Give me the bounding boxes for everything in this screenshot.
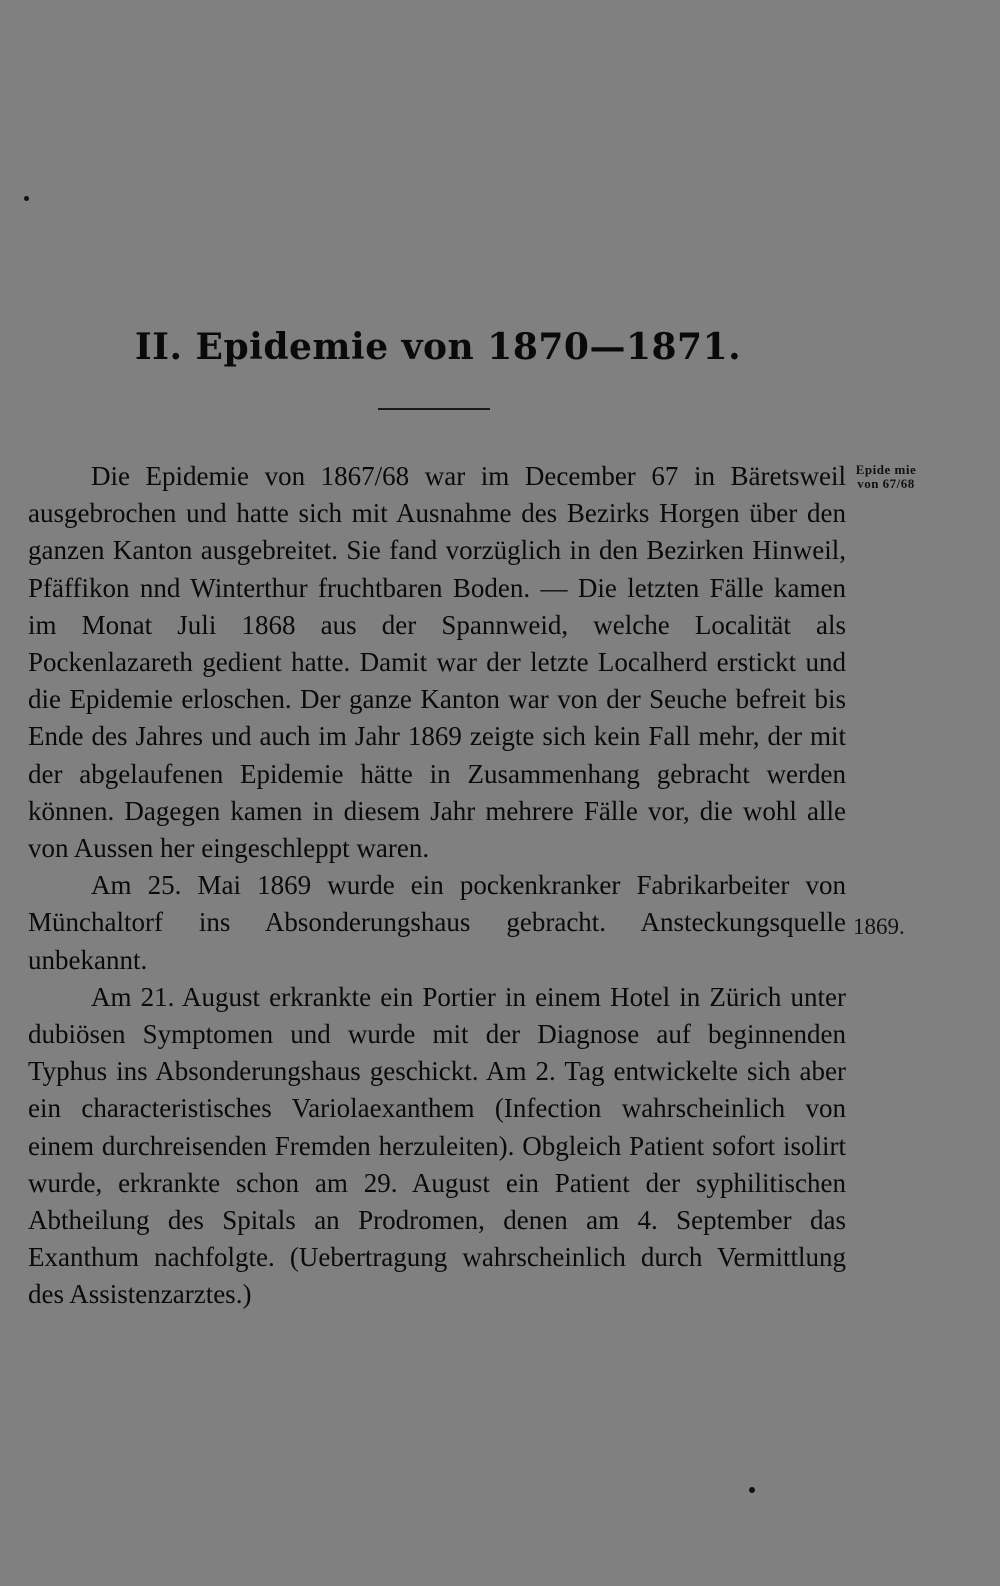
body-text xyxy=(28,458,846,1314)
margin-note-year: 1869. xyxy=(853,914,905,939)
section-title: II. Epidemie von 1870—1871. xyxy=(134,326,742,368)
ink-speck xyxy=(749,1487,755,1493)
paragraph: Am 21. August erkrankte ein Portier in einem Hotel in Zürich unter dubiösen Symptomen und wurde mit der Diagnose auf beginnenden Typhus ins Absonderungshaus geschickt. Am 2. Tag entwickelte sich aber ein characteristisches Variolaexanthem (Infection wahrscheinlich von einem durchreisenden Fremden herzuleiten). Obgleich Patient sofort isolirt wurde, erkrankte schon am 29. August ein Patient der syphilitischen Abtheilung des Spitals an Prodromen, denen am 4. September das Exanthum nachfolgte. (Uebertragung wahrscheinlich durch Vermittlung des Assistenzarztes.) xyxy=(28,981,846,1310)
ink-speck xyxy=(24,196,29,201)
paragraph: Am 25. Mai 1869 wurde ein pockenkranker Fabrikarbeiter von Münchaltorf ins Absonderungshaus gebracht. Ansteckungsquelle unbekannt. xyxy=(28,870,846,975)
margin-note-line: von 67/68 xyxy=(857,476,915,491)
margin-note-epidemic xyxy=(849,463,923,491)
paragraph: Die Epidemie von 1867/68 war im December 67 in Bäretsweil ausgebrochen und hatte sich mit Ausnahme des Bezirks Horgen über den ganzen Kanton ausgebreitet. Sie fand vorzüglich in den Bezirken Hinweil, Pfäffikon nnd Winterthur fruchtbaren Boden. — Die letzten Fälle kamen im Monat Juli 1868 aus der Spannweid, welche Localität als Pockenlazareth gedient hatte. Damit war der letzte Localherd erstickt und die Epidemie erloschen. Der ganze Kanton war von der Seuche befreit bis Ende des Jahres und auch im Jahr 1869 zeigte sich kein Fall mehr, der mit der abgelaufenen Epidemie hätte in Zusammenhang gebracht werden können. Dagegen kamen in diesem Jahr mehrere Fälle vor, die wohl alle von Aussen her eingeschleppt waren. xyxy=(28,461,846,864)
margin-note-line: Epide mie xyxy=(855,462,917,477)
title-divider xyxy=(378,408,490,410)
